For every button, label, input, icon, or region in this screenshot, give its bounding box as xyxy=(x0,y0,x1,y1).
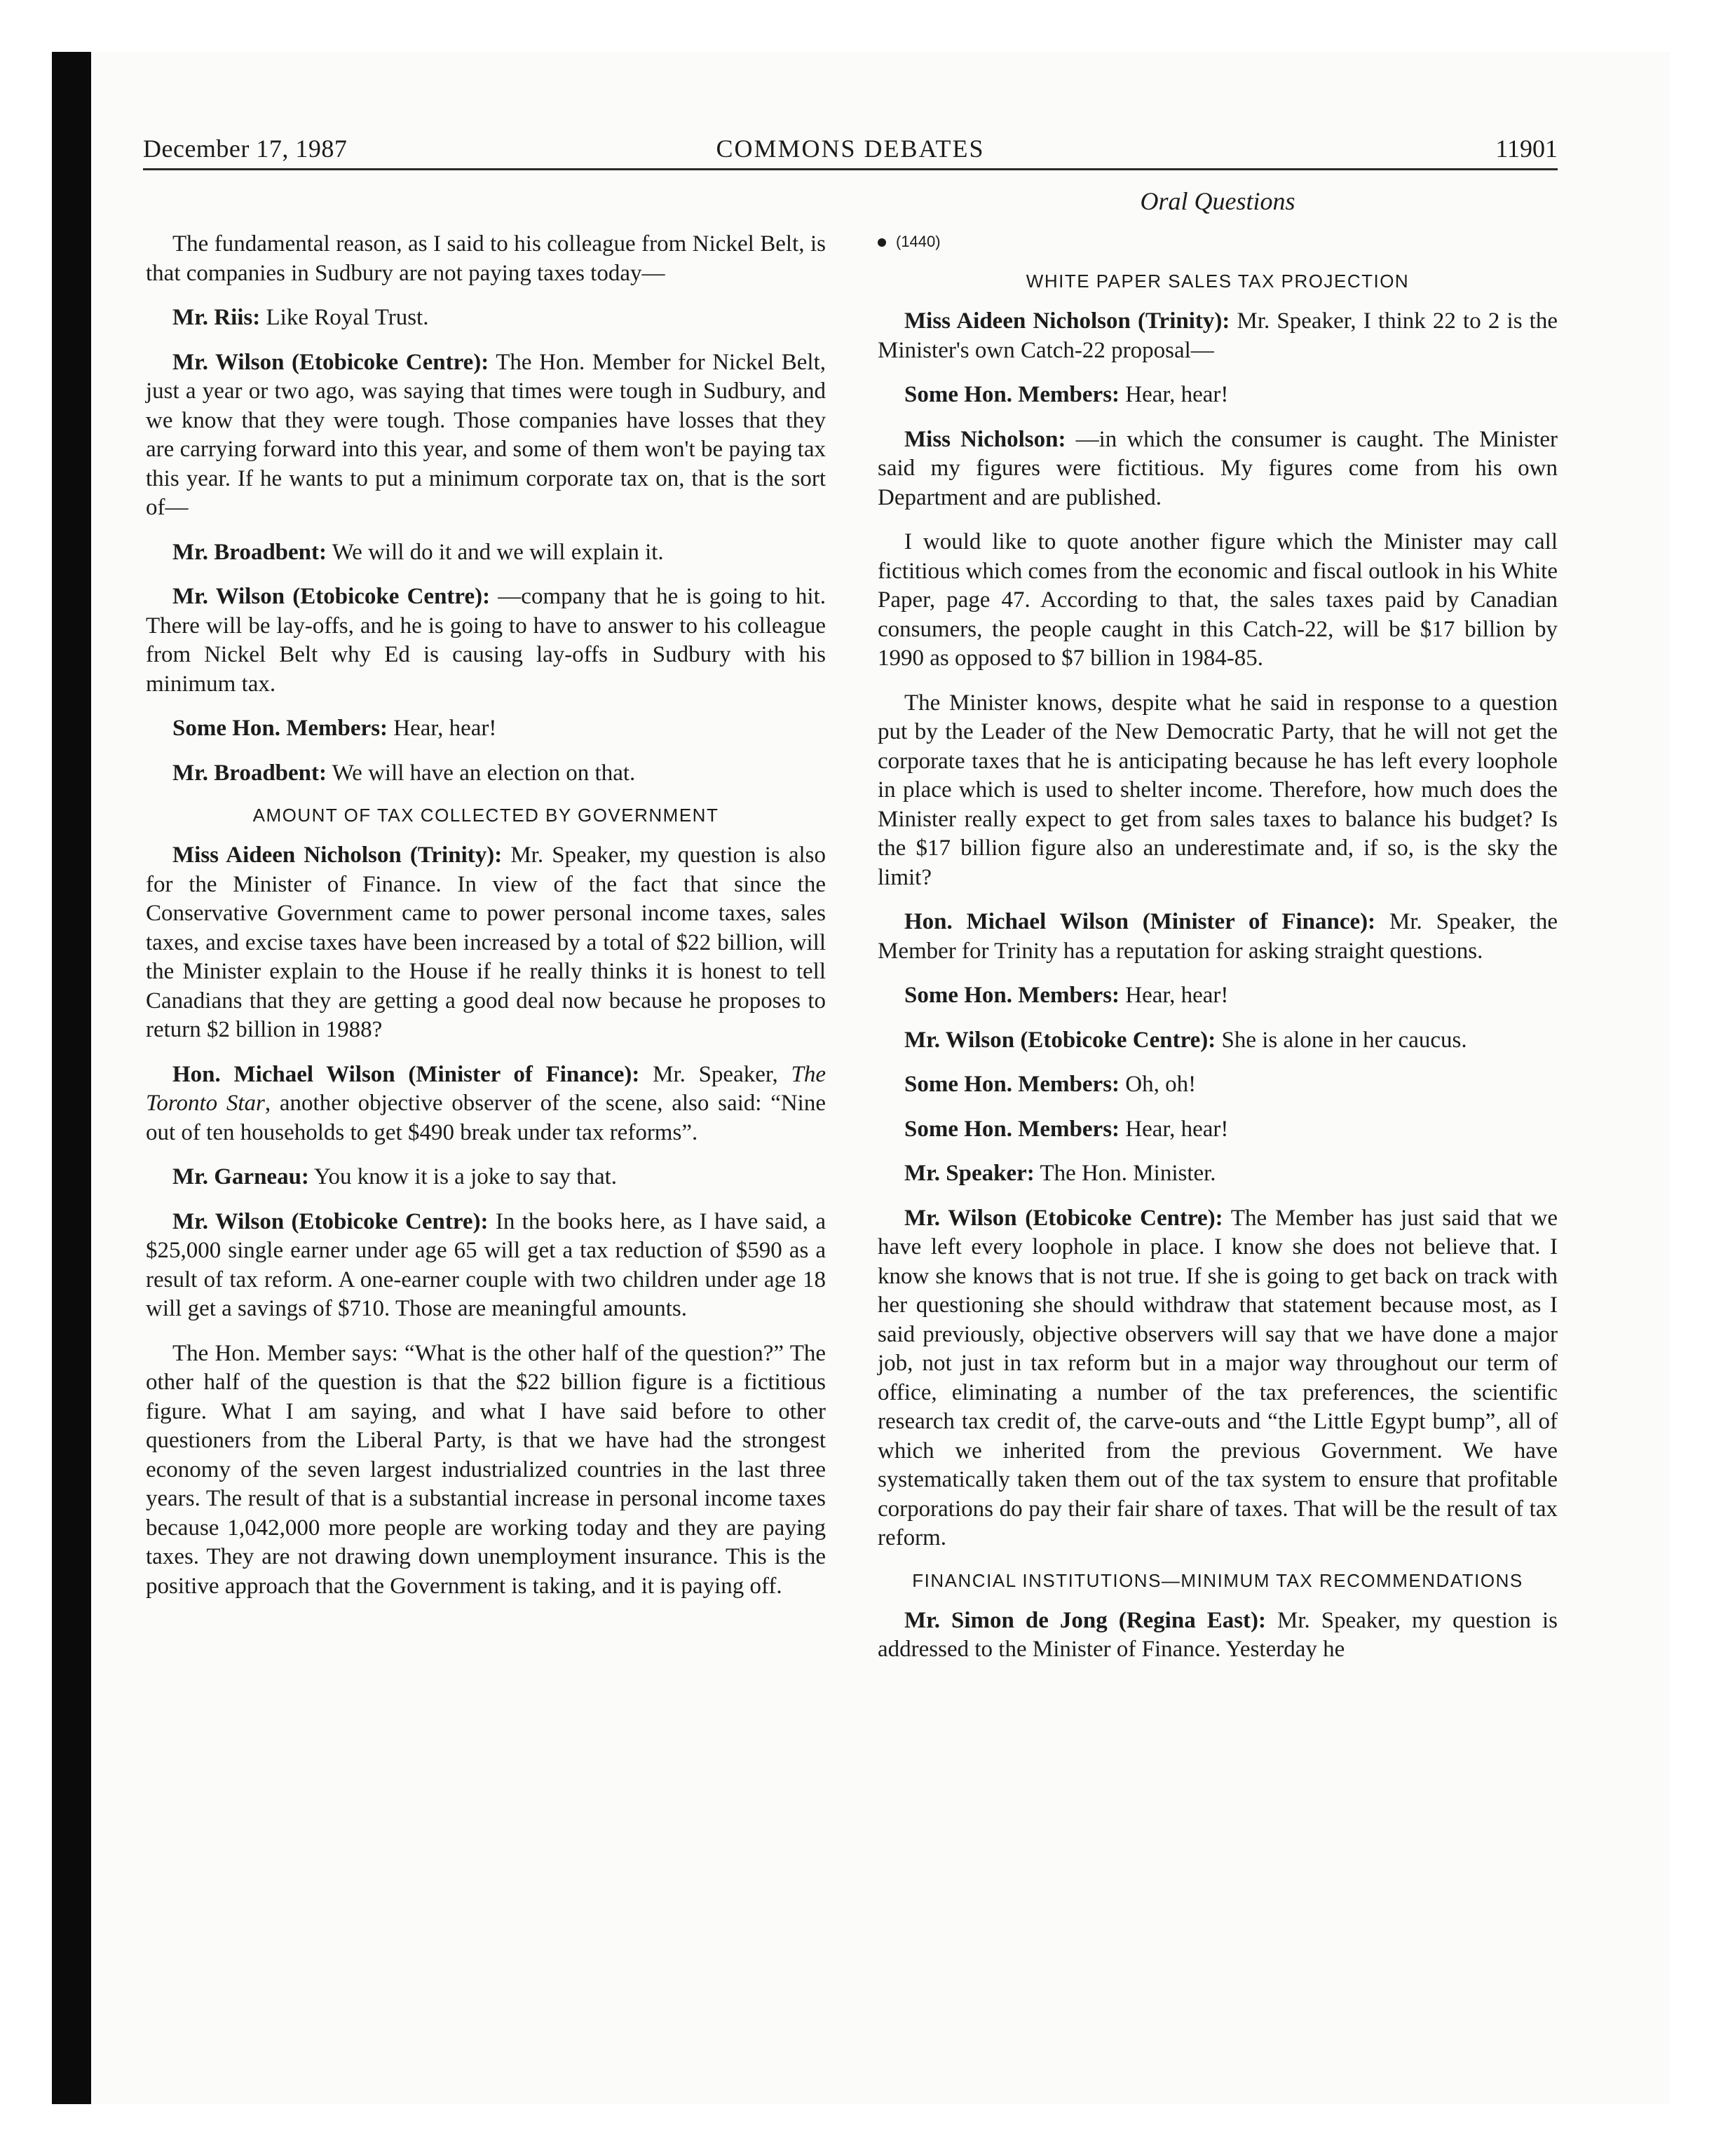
speech xyxy=(878,381,1558,410)
speaker-name: Some Hon. Members: xyxy=(904,983,1120,1008)
speech xyxy=(146,1060,826,1148)
speech xyxy=(146,759,826,789)
speech-text: , another objective observer of the scene, also said: “Nine out of ten households to get $490 break under tax reforms”. xyxy=(146,1091,826,1145)
speaker-name: Some Hon. Members: xyxy=(904,1072,1120,1097)
header-page-number: 11901 xyxy=(1495,135,1558,163)
speech-text: Mr. Speaker, I think 22 to 2 is the Minister's own Catch-22 proposal— xyxy=(878,308,1558,363)
speech xyxy=(878,1204,1558,1553)
speech-text: The Hon. Minister. xyxy=(1034,1161,1216,1186)
paragraph: The Minister knows, despite what he said in response to a question put by the Leader of the New Democratic Party, that he will not get the corporate taxes that he is anticipating because he has left every loophole in place which is used to shelter income. Therefore, how much does the Minister really expect to get from sales taxes to balance his budget? Is the $17 billion figure also an underestimate and, if so, is the sky the limit? xyxy=(878,690,1558,890)
speaker-name: Some Hon. Members: xyxy=(904,1116,1120,1142)
speech-text: The Member has just said that we have left every loophole in place. I know she does not believe that. I know she knows that is not true. If she is going to get back on track with her questioning she should withdraw that statement because most, as I said previously, objective observers will say that we have done a major job, not just in tax reform but in a major way throughout our term of office, eliminating a number of the tax preferences, the scientific research tax credit of, the carve-outs and “the Little Egypt bump”, all of which we inherited from the previous Government. We have systematically taken them out of the tax system to ensure that profitable corporations do pay their fair share of taxes. That will be the result of tax reform. xyxy=(878,1205,1558,1550)
speech xyxy=(146,348,826,523)
speaker-name: Mr. Wilson (Etobicoke Centre): xyxy=(904,1027,1216,1053)
speaker-name: Mr. Wilson (Etobicoke Centre): xyxy=(172,1208,489,1234)
speaker-name: Some Hon. Members: xyxy=(172,716,388,741)
paragraph: The fundamental reason, as I said to his colleague from Nickel Belt, is that companies in Sudbury are not paying taxes today— xyxy=(146,231,826,286)
speech xyxy=(146,714,826,744)
speech-text: The Hon. Member for Nickel Belt, just a year or two ago, was saying that times were tough in Sudbury, and we know that they were tough. Those companies have losses that they are carrying forward into this year, and some of them won't be paying tax this year. If he wants to put a minimum corporate tax on, that is the sort of— xyxy=(146,349,826,520)
speech-text: Mr. Speaker, my question is also for the Minister of Finance. In view of the fact that since the Conservative Government came to power personal income taxes, sales taxes, and excise taxes have been increased by a total of $22 billion, will the Minister explain to the House if he really thinks it is honest to tell Canadians that they are getting a good deal now because he proposes to return $2 billion in 1988? xyxy=(146,842,826,1042)
speech-text: Hear, hear! xyxy=(1120,1116,1229,1142)
speech xyxy=(146,582,826,699)
speaker-name: Mr. Speaker: xyxy=(904,1161,1035,1186)
speech-text: In the books here, as I have said, a $25,000 single earner under age 65 will get a tax reduction of $590 as a result of tax reform. A one-earner couple with two children under age 18 will get a savings of $710. Those are meaningful amounts. xyxy=(146,1208,826,1321)
speech-text: Hear, hear! xyxy=(1120,382,1229,407)
speaker-name: Hon. Michael Wilson (Minister of Finance): xyxy=(172,1061,640,1087)
left-column xyxy=(146,230,826,1616)
speaker-name: Mr. Broadbent: xyxy=(172,760,327,786)
speech xyxy=(146,303,826,333)
speaker-name: Hon. Michael Wilson (Minister of Finance): xyxy=(904,909,1376,934)
header-date: December 17, 1987 xyxy=(143,135,348,163)
page-header xyxy=(143,130,1558,167)
speaker-name: Mr. Wilson (Etobicoke Centre): xyxy=(172,584,491,609)
speech xyxy=(878,981,1558,1011)
paragraph: The Hon. Member says: “What is the other half of the question?” The other half of the question is that the $22 billion figure is a fictitious figure. What I am saying, and what I have said before to other questioners from the Liberal Party, is that we have had the strongest economy of the seven largest industrialized countries in the last three years. The result of that is a substantial increase in personal income taxes because 1,042,000 more people are working today and they are paying taxes. They are not drawing down unemployment insurance. This is the positive approach that the Government is taking, and it is paying off. xyxy=(146,1340,826,1599)
speech-text: We will do it and we will explain it. xyxy=(327,539,664,565)
scan-edge xyxy=(52,52,91,2104)
speech-text: Mr. Speaker, the Member for Trinity has a reputation for asking straight questions. xyxy=(878,909,1558,964)
speaker-name: Miss Aideen Nicholson (Trinity): xyxy=(172,842,503,868)
bullet-icon xyxy=(878,238,886,247)
speech xyxy=(878,1159,1558,1189)
speaker-name: Mr. Broadbent: xyxy=(172,539,327,565)
speech xyxy=(878,1070,1558,1100)
speech xyxy=(146,841,826,1045)
speech xyxy=(878,1115,1558,1145)
section-heading: FINANCIAL INSTITUTIONS—MINIMUM TAX RECOMMENDATIONS xyxy=(912,1569,1523,1591)
speech-text: You know it is a joke to say that. xyxy=(308,1164,618,1189)
speaker-name: Miss Nicholson: xyxy=(904,426,1066,452)
speech-text: —in which the consumer is caught. The Minister said my figures were fictitious. My figures come from his own Department and are published. xyxy=(878,426,1558,510)
speech-text: Mr. Speaker, my question is addressed to the Minister of Finance. Yesterday he xyxy=(878,1607,1558,1662)
speech-text: Mr. Speaker, xyxy=(639,1061,791,1087)
speech xyxy=(878,1026,1558,1056)
speaker-name: Mr. Simon de Jong (Regina East): xyxy=(904,1607,1267,1633)
speech xyxy=(878,1606,1558,1665)
section-label: Oral Questions xyxy=(1140,187,1295,215)
section-heading: WHITE PAPER SALES TAX PROJECTION xyxy=(1026,271,1410,292)
speaker-name: Mr. Riis: xyxy=(172,305,261,330)
speaker-name: Mr. Garneau: xyxy=(172,1164,309,1189)
timestamp xyxy=(878,230,1558,254)
speaker-name: Mr. Wilson (Etobicoke Centre): xyxy=(172,349,489,375)
speech-text: We will have an election on that. xyxy=(327,760,636,786)
right-column xyxy=(878,230,1558,1680)
speech xyxy=(146,1208,826,1324)
publication-title: The Toronto Star xyxy=(146,1061,826,1116)
speaker-name: Mr. Wilson (Etobicoke Centre): xyxy=(904,1205,1223,1231)
header-title: COMMONS DEBATES xyxy=(716,135,985,163)
speech xyxy=(146,538,826,568)
speech-text: —company that he is going to hit. There will be lay-offs, and he is going to have to answer to his colleague from Nickel Belt why Ed is causing lay-offs in Sudbury with his minimum tax. xyxy=(146,584,826,697)
timestamp-text: (1440) xyxy=(896,233,941,250)
section-heading: AMOUNT OF TAX COLLECTED BY GOVERNMENT xyxy=(252,805,719,826)
speech-text: Hear, hear! xyxy=(388,716,497,741)
paragraph: I would like to quote another figure which the Minister may call fictitious which comes from the economic and fiscal outlook in his White Paper, page 47. According to that, the sales taxes paid by Canadian consumers, the people caught in this Catch-22, will be $17 billion by 1990 as opposed to $7 billion in 1984-85. xyxy=(878,529,1558,671)
speech-text: She is alone in her caucus. xyxy=(1216,1027,1467,1053)
header-rule xyxy=(143,168,1558,170)
speech xyxy=(878,908,1558,966)
speaker-name: Some Hon. Members: xyxy=(904,382,1120,407)
speaker-name: Miss Aideen Nicholson (Trinity): xyxy=(904,308,1230,334)
speech-text: Like Royal Trust. xyxy=(260,305,429,330)
speech xyxy=(878,307,1558,365)
speech-text: Oh, oh! xyxy=(1120,1072,1197,1097)
speech xyxy=(146,1163,826,1192)
speech xyxy=(878,425,1558,513)
speech-text: Hear, hear! xyxy=(1120,983,1229,1008)
